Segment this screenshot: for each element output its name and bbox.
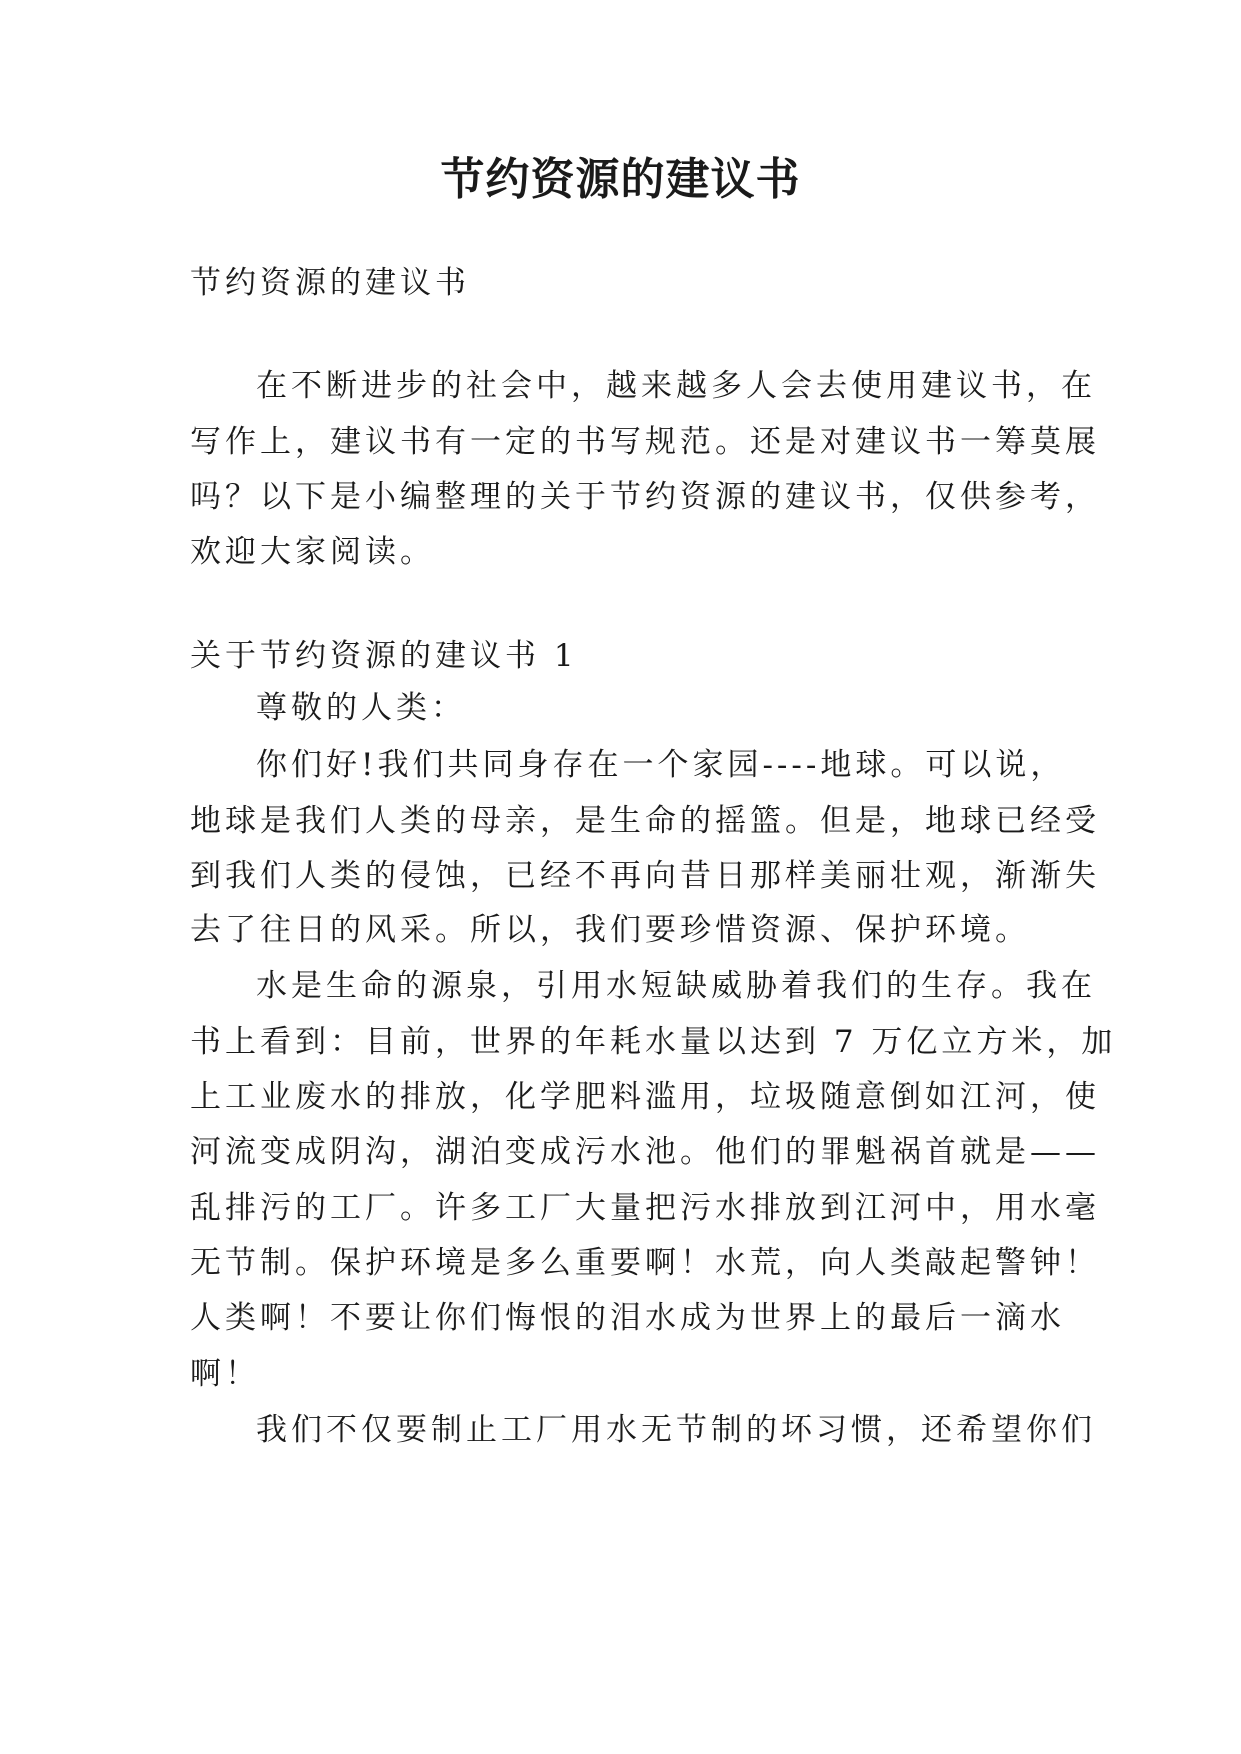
document-subtitle: 节约资源的建议书 (190, 265, 470, 301)
paragraph-line: 河流变成阴沟，湖泊变成污水池。他们的罪魁祸首就是—— (190, 1134, 1100, 1170)
paragraph-line: 人类啊！不要让你们悔恨的泪水成为世界上的最后一滴水 (190, 1300, 1065, 1336)
paragraph-line: 乱排污的工厂。许多工厂大量把污水排放到江河中，用水毫 (190, 1190, 1100, 1226)
paragraph-line: 水是生命的源泉，引用水短缺威胁着我们的生存。我在 (256, 968, 1096, 1004)
paragraph-line: 到我们人类的侵蚀，已经不再向昔日那样美丽壮观，渐渐失 (190, 858, 1100, 894)
paragraph-line: 去了往日的风采。所以，我们要珍惜资源、保护环境。 (190, 912, 1030, 948)
intro-line: 写作上，建议书有一定的书写规范。还是对建议书一筹莫展 (190, 424, 1100, 460)
paragraph-line: 上工业废水的排放，化学肥料滥用，垃圾随意倒如江河，使 (190, 1079, 1100, 1115)
intro-line: 在不断进步的社会中，越来越多人会去使用建议书，在 (256, 368, 1096, 404)
paragraph-line: 啊！ (190, 1356, 260, 1392)
paragraph-line: 地球是我们人类的母亲，是生命的摇篮。但是，地球已经受 (190, 803, 1100, 839)
paragraph-line: 我们不仅要制止工厂用水无节制的坏习惯，还希望你们 (256, 1412, 1096, 1448)
intro-line: 欢迎大家阅读。 (190, 534, 435, 570)
paragraph-line: 无节制。保护环境是多么重要啊！水荒，向人类敲起警钟！ (190, 1245, 1100, 1281)
paragraph-line: 书上看到：目前，世界的年耗水量以达到 7 万亿立方米，加 (190, 1024, 1117, 1060)
document-title: 节约资源的建议书 (440, 154, 801, 205)
paragraph-line: 你们好!我们共同身存在一个家园----地球。可以说， (256, 747, 1066, 783)
intro-line: 吗？以下是小编整理的关于节约资源的建议书，仅供参考， (190, 479, 1100, 515)
section-heading: 关于节约资源的建议书 1 (190, 638, 578, 674)
salutation: 尊敬的人类： (256, 690, 466, 726)
